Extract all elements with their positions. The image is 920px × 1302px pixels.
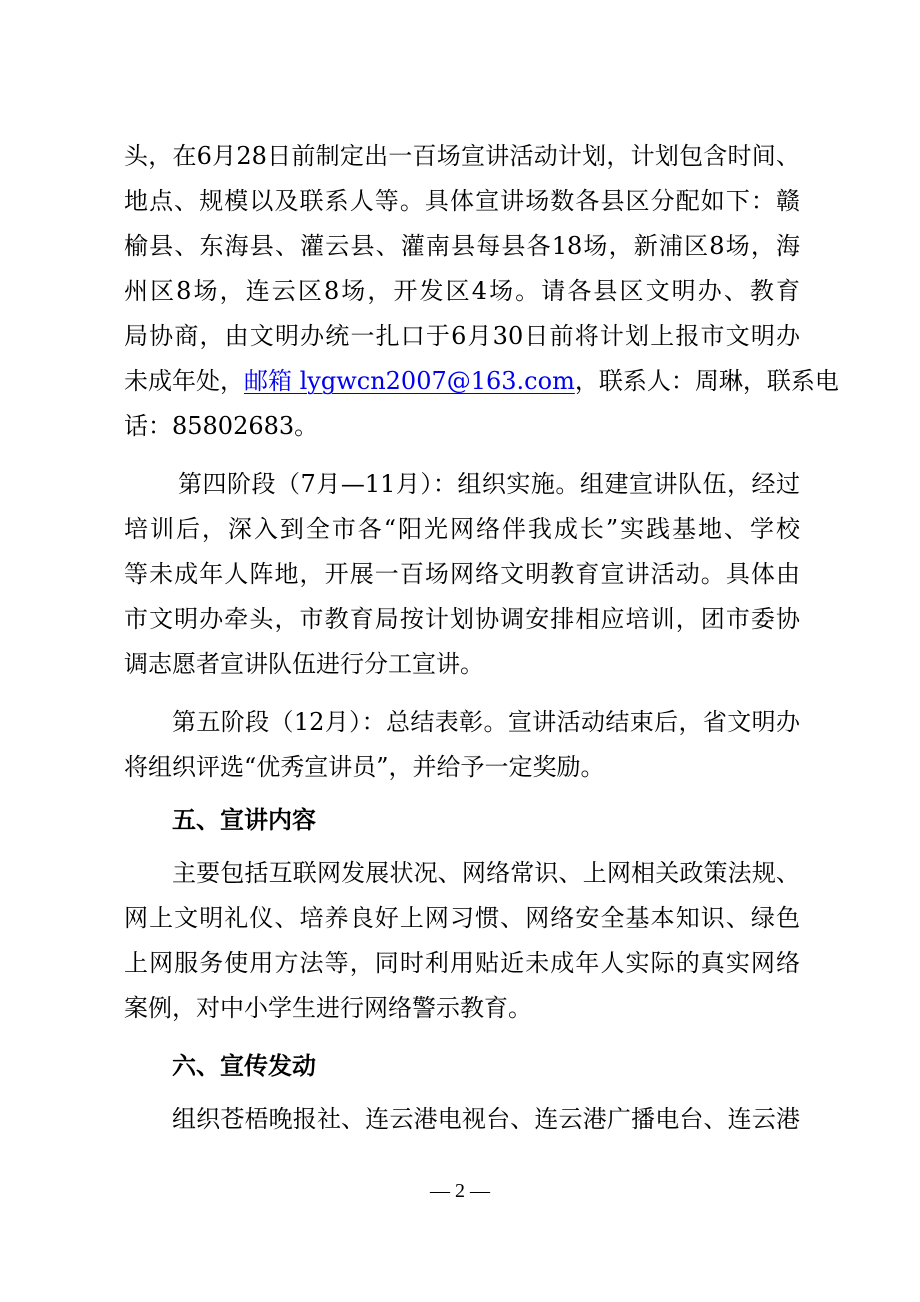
text-line: 主要包括互联网发展状况、网络常识、上网相关政策法规、 bbox=[172, 859, 800, 887]
section-heading-content: 五、宣讲内容 bbox=[172, 806, 316, 834]
text-line: 上网服务使用方法等，同时利用贴近未成年人实际的真实网络 bbox=[124, 949, 800, 977]
document-body bbox=[124, 134, 839, 1142]
text-line: 市文明办牵头，市教育局按计划协调安排相应培训，团市委协 bbox=[124, 605, 800, 633]
text-line: 第五阶段（12月）：总结表彰。宣讲活动结束后，省文明办 bbox=[172, 708, 800, 736]
section-heading-publicity: 六、宣传发动 bbox=[172, 1052, 316, 1080]
text-line-email bbox=[124, 359, 839, 404]
text-line: 案例，对中小学生进行网络警示教育。 bbox=[124, 994, 532, 1022]
text-line: 组织苍梧晚报社、连云港电视台、连云港广播电台、连云港 bbox=[172, 1105, 800, 1133]
text-line: 榆县、东海县、灌云县、灌南县每县各18场，新浦区8场，海 bbox=[124, 232, 800, 260]
email-link[interactable]: 邮箱 lygwcn2007@163.com bbox=[244, 367, 575, 395]
text-line: 等未成年人阵地，开展一百场网络文明教育宣讲活动。具体由 bbox=[124, 560, 800, 588]
text-line: 第四阶段（7月—11月）：组织实施。组建宣讲队伍，经过 bbox=[178, 470, 800, 498]
paragraph-publicity bbox=[124, 1097, 800, 1142]
text-line: 培训后，深入到全市各“阳光网络伴我成长”实践基地、学校 bbox=[124, 515, 800, 543]
text-segment: 未成年处， bbox=[124, 367, 244, 395]
paragraph-stage-four bbox=[124, 462, 800, 687]
text-segment: ，联系人：周琳，联系电 bbox=[574, 367, 839, 395]
text-line: 将组织评选“优秀宣讲员”，并给予一定奖励。 bbox=[124, 753, 605, 781]
text-line: 话：85802683。 bbox=[124, 412, 319, 440]
paragraph-content bbox=[124, 851, 800, 1031]
text-line: 州区8场，连云区8场，开发区4场。请各县区文明办、教育 bbox=[124, 277, 800, 305]
text-line: 网上文明礼仪、培养良好上网习惯、网络安全基本知识、绿色 bbox=[124, 904, 800, 932]
text-line: 头，在6月28日前制定出一百场宣讲活动计划，计划包含时间、 bbox=[124, 142, 800, 170]
paragraph-schedule-plan bbox=[124, 134, 839, 449]
text-line: 局协商，由文明办统一扎口于6月30日前将计划上报市文明办 bbox=[124, 322, 800, 350]
text-line: 地点、规模以及联系人等。具体宣讲场数各县区分配如下：赣 bbox=[124, 187, 800, 215]
text-line: 调志愿者宣讲队伍进行分工宣讲。 bbox=[124, 650, 484, 678]
page-number: — 2 — bbox=[430, 1180, 490, 1202]
paragraph-stage-five bbox=[124, 700, 800, 790]
